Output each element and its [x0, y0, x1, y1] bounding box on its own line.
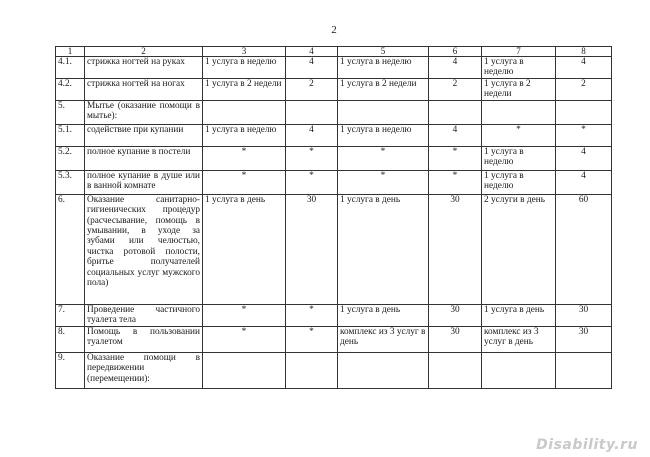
cell: 30	[286, 194, 338, 304]
cell: *	[429, 146, 482, 170]
cell	[429, 100, 482, 124]
cell: 2	[286, 78, 338, 100]
cell: 1 услуга в 2 недели	[203, 78, 286, 100]
cell: 1 услуга в 2 недели	[482, 78, 556, 100]
table-row	[56, 170, 612, 194]
cell: 2 услуги в день	[482, 194, 556, 304]
header-cell: 6	[429, 47, 482, 57]
table-row	[56, 326, 612, 352]
cell: 1 услуга в неделю	[203, 124, 286, 146]
service-name: содействие при купании	[85, 124, 203, 146]
cell: *	[203, 304, 286, 326]
service-name: Оказание помощи в передвижении (перемещении):	[85, 352, 203, 388]
service-name: стрижка ногтей на ногах	[85, 78, 203, 100]
header-cell: 1	[56, 47, 85, 57]
table-row	[56, 194, 612, 304]
row-number: 8.	[56, 326, 85, 352]
cell: 1 услуга в день	[338, 304, 429, 326]
page-number: 2	[331, 24, 337, 36]
cell: 4	[556, 146, 612, 170]
cell: 4	[429, 57, 482, 79]
cell: 1 услуга в неделю	[482, 170, 556, 194]
cell: 30	[556, 304, 612, 326]
cell: 60	[556, 194, 612, 304]
cell	[286, 352, 338, 388]
service-name: Оказание санитарно-гигиенических процедур (расчесывание, помощь в умывании, в уходе за зубами или челюстью, чистка ротовой полости, бритье получателей социальных услуг мужского пола)	[85, 194, 203, 304]
cell: *	[556, 124, 612, 146]
cell: *	[338, 170, 429, 194]
header-cell: 2	[85, 47, 203, 57]
cell: *	[286, 170, 338, 194]
table-row	[56, 124, 612, 146]
cell: комплекс из 3 услуг в день	[338, 326, 429, 352]
cell: 4	[556, 170, 612, 194]
table-row	[56, 100, 612, 124]
cell: *	[482, 124, 556, 146]
cell: 30	[556, 326, 612, 352]
cell: 4	[556, 57, 612, 79]
table-row	[56, 304, 612, 326]
header-cell: 4	[286, 47, 338, 57]
cell	[338, 352, 429, 388]
cell: 30	[429, 304, 482, 326]
watermark-logo: Disability.ru	[536, 437, 638, 453]
cell	[482, 100, 556, 124]
cell: 30	[429, 194, 482, 304]
cell: 1 услуга в день	[338, 194, 429, 304]
cell: комплекс из 3 услуг в день	[482, 326, 556, 352]
cell	[482, 352, 556, 388]
row-number: 4.2.	[56, 78, 85, 100]
row-number: 5.2.	[56, 146, 85, 170]
cell: 1 услуга в неделю	[338, 124, 429, 146]
cell: 1 услуга в день	[482, 304, 556, 326]
service-name: полное купание в душе или в ванной комнате	[85, 170, 203, 194]
cell: *	[203, 326, 286, 352]
cell: 1 услуга в неделю	[203, 57, 286, 79]
cell: 1 услуга в день	[203, 194, 286, 304]
cell	[556, 352, 612, 388]
row-number: 9.	[56, 352, 85, 388]
cell: 1 услуга в неделю	[482, 146, 556, 170]
services-table	[55, 46, 612, 389]
cell: *	[338, 146, 429, 170]
cell	[203, 100, 286, 124]
cell	[203, 352, 286, 388]
cell: *	[203, 170, 286, 194]
cell: 4	[286, 57, 338, 79]
service-name: Проведение частичного туалета тела	[85, 304, 203, 326]
cell: 1 услуга в неделю	[482, 57, 556, 79]
cell: *	[429, 170, 482, 194]
row-number: 5.1.	[56, 124, 85, 146]
cell: 4	[429, 124, 482, 146]
row-number: 6.	[56, 194, 85, 304]
cell: *	[203, 146, 286, 170]
cell	[556, 100, 612, 124]
service-name: Помощь в пользовании туалетом	[85, 326, 203, 352]
cell: 2	[556, 78, 612, 100]
service-name: Мытье (оказание помощи в мытье):	[85, 100, 203, 124]
service-name: полное купание в постели	[85, 146, 203, 170]
row-number: 7.	[56, 304, 85, 326]
cell: 1 услуга в 2 недели	[338, 78, 429, 100]
service-name: стрижка ногтей на руках	[85, 57, 203, 79]
header-cell: 5	[338, 47, 429, 57]
row-number: 5.	[56, 100, 85, 124]
table-row	[56, 78, 612, 100]
cell: *	[286, 146, 338, 170]
table-row	[56, 57, 612, 79]
header-cell: 8	[556, 47, 612, 57]
header-cell: 3	[203, 47, 286, 57]
cell: 30	[429, 326, 482, 352]
cell: *	[286, 304, 338, 326]
cell: 1 услуга в неделю	[338, 57, 429, 79]
cell: *	[286, 326, 338, 352]
table-row	[56, 146, 612, 170]
table-row	[56, 352, 612, 388]
cell	[286, 100, 338, 124]
cell: 4	[286, 124, 338, 146]
cell: 2	[429, 78, 482, 100]
row-number: 5.3.	[56, 170, 85, 194]
cell	[338, 100, 429, 124]
cell	[429, 352, 482, 388]
header-cell: 7	[482, 47, 556, 57]
header-row	[56, 47, 612, 57]
row-number: 4.1.	[56, 57, 85, 79]
